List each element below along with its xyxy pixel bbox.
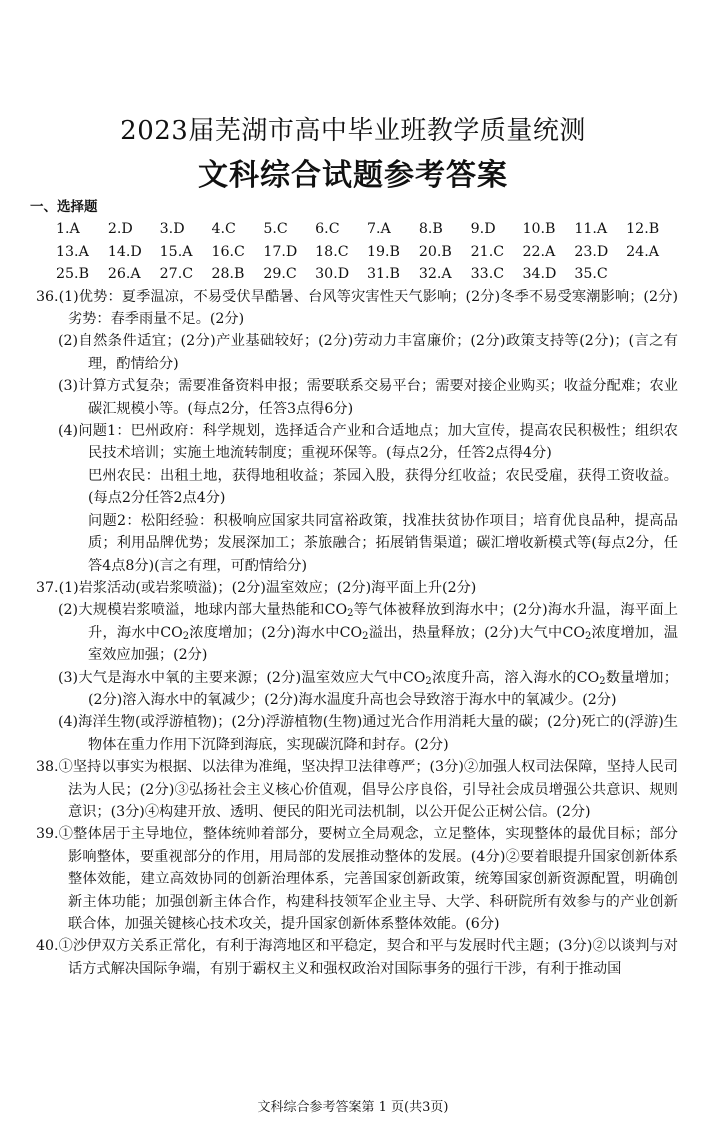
choice-answer-grid bbox=[36, 218, 678, 285]
q38-answer: 38.①坚持以事实为根据、以法律为准绳，坚决捍卫法律尊严；(3分)②加强人权司法保障，坚持人民司法为人民；(2分)③弘扬社会主义核心价值观，倡导公序良俗，引导社会成员增强公共意识、规则意识；(3分)④构建开放、透明、便民的阳光司法机制，以公开促公正树公信。(2分) bbox=[36, 759, 678, 820]
choice-answer: 10.B bbox=[522, 221, 556, 238]
q36-part3: (3)计算方式复杂；需要准备资料申报；需要联系交易平台；需要对接企业购买；收益分配难；农业碳汇规模小等。(每点2分，任答3点得6分) bbox=[58, 378, 678, 417]
choice-answer: 6.C bbox=[315, 221, 340, 238]
q36-part2: (2)自然条件适宜；(2分)产业基础较好；(2分)劳动力丰富廉价；(2分)政策支持等(2分)；(言之有理，酌情给分) bbox=[58, 333, 678, 372]
question-36 bbox=[36, 286, 678, 577]
choice-answer: 27.C bbox=[159, 266, 194, 283]
question-39 bbox=[36, 823, 678, 935]
choice-answer: 21.C bbox=[470, 243, 505, 260]
q36-part4-farmers: 巴州农民：出租土地，获得地租收益；茶园入股，获得分红收益；农民受雇，获得工资收益。(每点2分任答2点4分) bbox=[88, 467, 678, 507]
choice-answer: 34.D bbox=[522, 266, 557, 283]
choice-answer: 1.A bbox=[56, 221, 80, 238]
choice-answer: 13.A bbox=[56, 243, 89, 260]
question-37 bbox=[36, 577, 678, 756]
choice-answer: 4.C bbox=[211, 221, 236, 238]
choice-answer: 29.C bbox=[263, 266, 297, 283]
choice-answer: 2.D bbox=[107, 221, 133, 238]
q37-part2-text-c: 浓度增加；(2分)海水中CO bbox=[189, 624, 363, 641]
choice-answer: 8.B bbox=[418, 221, 443, 238]
q39-answer: 39.①整体居于主导地位，整体统帅着部分，要树立全局观念，立足整体，实现整体的最优目标；部分影响整体，要重视部分的作用，用局部的发展推动整体的发展。(4分)②要着眼提升国家创新体系整体效能，建立高效协同的创新治理体系，完善国家创新政策，统筹国家创新资源配置，明确创新主体功能；加强创新主体合作，构建科技领军企业主导、大学、科研院所有效参与的产业创新联合体，加强关键核心技术攻关，提升国家创新体系整体效能。(6分) bbox=[36, 826, 678, 932]
choice-answer: 17.D bbox=[263, 243, 298, 260]
page-footer: 文科综合参考答案第 1 页(共3页) bbox=[257, 1100, 449, 1115]
choice-answer: 5.C bbox=[263, 221, 288, 238]
q36-part4-problem2: 问题2：松阳经验：积极响应国家共同富裕政策，找准扶贫协作项目；培育优良品种，提高品质；利用品牌优势；发展深加工；茶旅融合；拓展销售渠道；碳汇增收新模式等(每点2分，任答4点8分)(言之有理，可酌情给分) bbox=[88, 512, 678, 574]
choice-answer: 33.C bbox=[470, 266, 505, 283]
choice-answer: 14.D bbox=[107, 243, 142, 260]
q37-part4: (4)海洋生物(或浮游植物)；(2分)浮游植物(生物)通过光合作用消耗大量的碳；(2分)死亡的(浮游)生物体在重力作用下沉降到海底，实现碳沉降和封存。(2分) bbox=[58, 714, 678, 753]
q37-part3-text-a: (3)大气是海水中氧的主要来源；(2分)温室效应大气中CO bbox=[58, 669, 426, 686]
choice-answer: 11.A bbox=[574, 221, 608, 238]
q37-part1: 37.(1)岩浆活动(或岩浆喷溢)；(2分)温室效应；(2分)海平面上升(2分) bbox=[36, 579, 477, 596]
question-40 bbox=[36, 935, 678, 980]
subscript: 2 bbox=[425, 675, 432, 687]
q40-answer: 40.①沙伊双方关系正常化，有利于海湾地区和平稳定，契合和平与发展时代主题；(3分)②以谈判与对话方式解决国际争端，有别于霸权主义和强权政治对国际事务的强行干涉，有利于推动国 bbox=[36, 938, 678, 977]
q37-part3 bbox=[36, 667, 678, 712]
choice-answer: 26.A bbox=[107, 266, 141, 283]
q37-part2-text-d: 溢出，热量释放；(2分)大气中CO bbox=[368, 624, 585, 641]
answer-body bbox=[30, 196, 678, 980]
q37-part2-text-e: 浓度增加，温室效应加强；(2分) bbox=[88, 624, 678, 664]
q36-part1: 36.(1)优势：夏季温凉，不易受伏旱酷暑、台风等灾害性天气影响；(2分)冬季不易受寒潮影响；(2分)劣势：春季雨量不足。(2分) bbox=[36, 288, 678, 328]
choice-answer: 35.C bbox=[574, 266, 608, 283]
choice-answer: 3.D bbox=[159, 221, 185, 238]
q37-part2-text-a: (2)大规模岩浆喷溢，地球内部大量热能和CO bbox=[58, 602, 348, 619]
q37-part2 bbox=[36, 599, 678, 666]
choice-answer: 30.D bbox=[315, 266, 350, 283]
choice-answer: 24.A bbox=[626, 243, 659, 260]
choice-answer: 32.A bbox=[418, 266, 452, 283]
choice-answer: 7.A bbox=[366, 221, 391, 238]
choice-answer: 20.B bbox=[418, 243, 452, 260]
choice-answer: 9.D bbox=[470, 221, 496, 238]
answer-title: 文科综合试题参考答案 bbox=[198, 158, 508, 193]
choice-answer: 31.B bbox=[366, 266, 400, 283]
choice-answer: 18.C bbox=[315, 243, 349, 260]
choice-answer: 16.C bbox=[211, 243, 245, 260]
subscript: 2 bbox=[347, 608, 354, 620]
exam-title: 2023届芜湖市高中毕业班教学质量统测 bbox=[120, 116, 586, 146]
q36-part4: (4)问题1：巴州政府：科学规划，选择适合产业和合适地点；加大宣传，提高农民积极性；组织农民技术培训；实施土地流转制度；重视环保等。(每点2分，任答2点得4分) bbox=[58, 423, 678, 462]
choice-answer: 28.B bbox=[211, 266, 245, 283]
choice-answer: 23.D bbox=[574, 243, 609, 260]
section-heading-choice: 一、选择题 bbox=[30, 199, 98, 215]
choice-answer: 25.B bbox=[56, 266, 89, 283]
subscript: 2 bbox=[362, 630, 369, 642]
subscript: 2 bbox=[182, 630, 190, 642]
q37-part2-text-b: 等气体被释放到海水中；(2分)海水升温，海平面上升，海水中CO bbox=[88, 602, 678, 641]
subscript: 2 bbox=[584, 630, 592, 642]
choice-answer: 19.B bbox=[366, 243, 400, 260]
question-38 bbox=[36, 756, 678, 823]
choice-answer: 15.A bbox=[159, 243, 193, 260]
choice-answer: 22.A bbox=[522, 243, 556, 260]
subscript: 2 bbox=[599, 675, 606, 687]
q37-part3-text-b: 浓度升高，溶入海水的CO bbox=[431, 669, 600, 686]
q37-part3-text-c: 数量增加；(2分)溶入海水中的氧减少；(2分)海水温度升高也会导致溶于海水中的氧减少。(2分) bbox=[88, 669, 678, 708]
choice-answer: 12.B bbox=[626, 221, 660, 238]
